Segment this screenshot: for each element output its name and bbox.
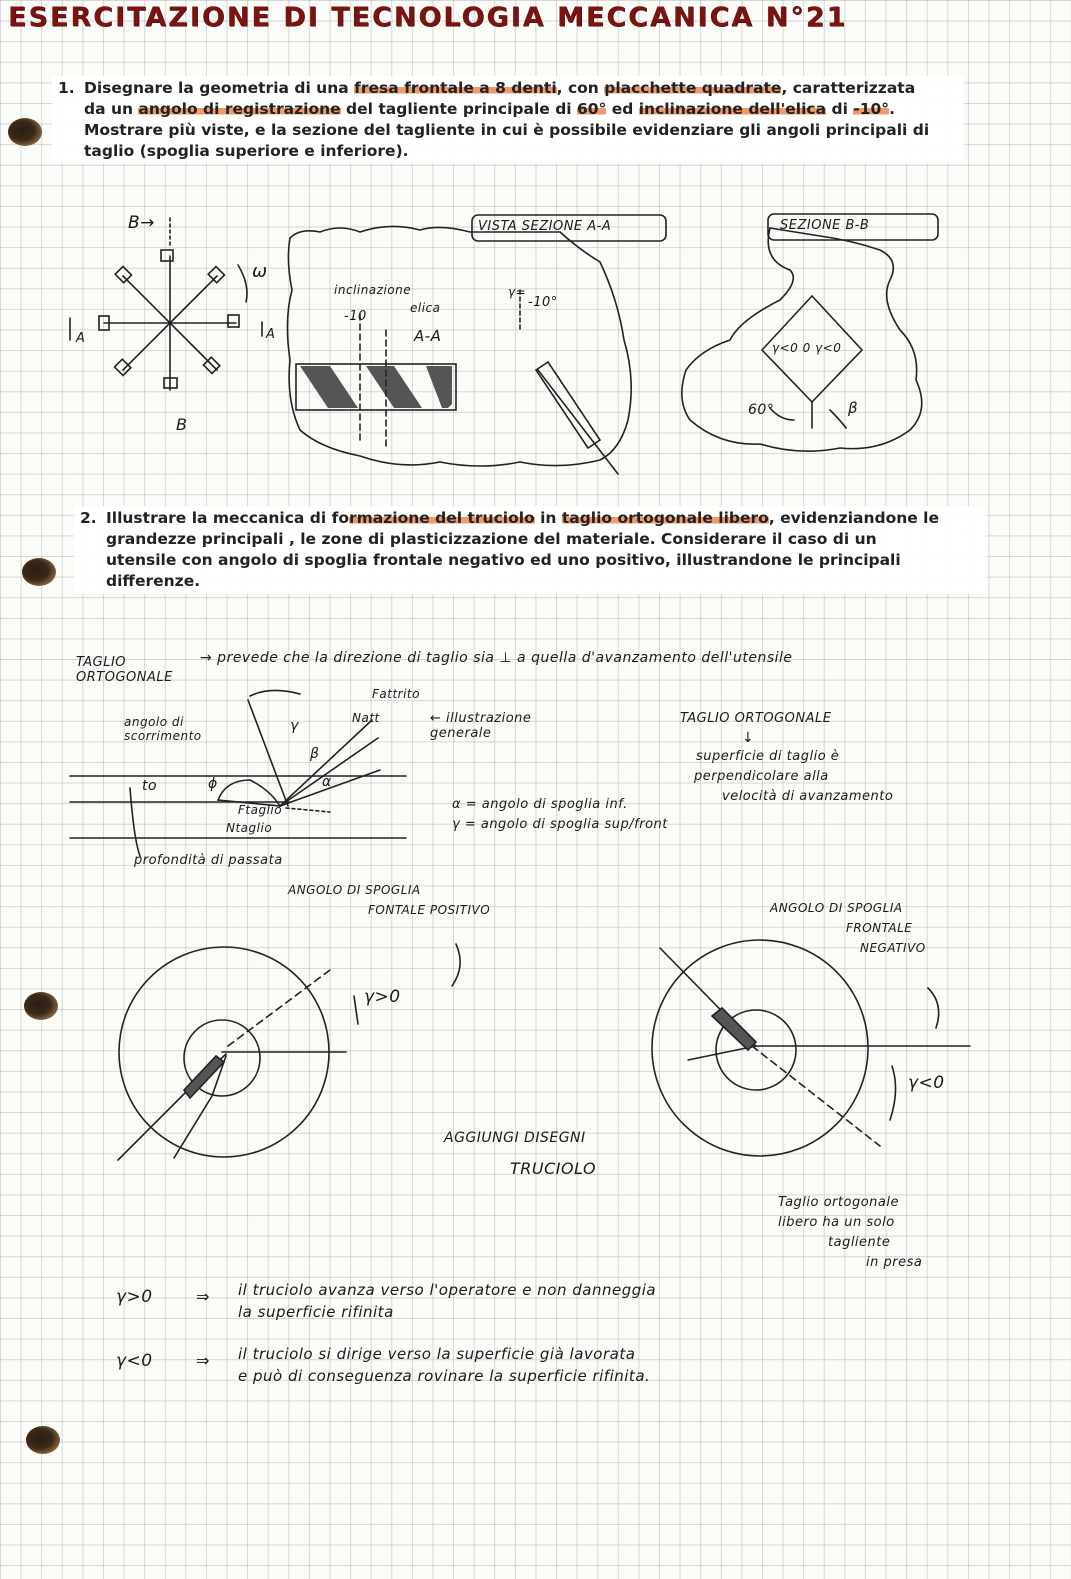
question-text: ed: [606, 100, 639, 118]
note-prevede: → prevede che la direzione di taglio sia ⊥ a quella d'avanzamento dell'utensile: [200, 650, 793, 666]
question-text: in: [534, 509, 562, 527]
positive-rake-title-1: ANGOLO DI SPOGLIA: [288, 883, 421, 897]
label-angolo-scorrimento: angolo di scorrimento: [124, 715, 202, 743]
question-text: Illustrare la meccanica di fo: [106, 509, 349, 527]
label-minus10: -10: [344, 309, 367, 324]
case-negative-line-1: il truciolo si dirige verso la superficie già lavorata: [238, 1345, 636, 1363]
label-ntaglio: Ntaglio: [226, 821, 273, 835]
negative-rake-title-3: NEGATIVO: [860, 941, 926, 955]
note-aggiungi: AGGIUNGI DISEGNI: [444, 1130, 586, 1146]
case-positive-line-1: il truciolo avanza verso l'operatore e non danneggia: [238, 1281, 657, 1299]
note-taglio-libero-2: libero ha un solo: [778, 1215, 895, 1230]
label-omega: ω: [252, 261, 268, 282]
question-text: del tagliente principale di: [340, 100, 577, 118]
label-aa: A-A: [414, 327, 442, 345]
case-positive-arrow: ⇒: [196, 1287, 210, 1306]
negative-rake-drawing: [652, 940, 970, 1156]
question-text: di: [826, 100, 854, 118]
label-gamma: γ: [290, 718, 299, 734]
label-a-left: A: [76, 331, 86, 346]
label-fattrito: Fattrito: [372, 687, 420, 701]
label-natt: Natt: [352, 711, 380, 725]
question-text: taglio (spoglia superiore e inferiore).: [84, 142, 409, 160]
note-superficie-1: superficie di taglio è: [696, 749, 840, 764]
vista-cloud: [287, 226, 631, 466]
question-text: .: [889, 100, 895, 118]
label-to: to: [142, 778, 158, 794]
highlight: -10°: [853, 100, 890, 118]
case-negative-symbol: γ<0: [116, 1351, 153, 1371]
highlight: rmazione del truciolo: [348, 509, 535, 527]
question-text: differenze.: [106, 572, 201, 590]
case-positive-symbol: γ>0: [116, 1287, 153, 1307]
question-text: da un: [84, 100, 139, 118]
label-beta: β: [848, 399, 859, 417]
label-gamma-neg: γ<0: [908, 1073, 945, 1093]
highlight: placchette quadrate: [604, 79, 782, 97]
taglio-ortogonale-heading: TAGLIO ORTOGONALE: [76, 655, 173, 685]
label-phi: ϕ: [208, 776, 218, 792]
question-text: utensile con angolo di spoglia frontale negativo ed uno positivo, illustrandone le principali: [106, 551, 901, 569]
case-positive-line-2: la superficie rifinita: [238, 1303, 394, 1321]
negative-rake-title-2: FRONTALE: [846, 921, 913, 935]
question-text: , evidenziandone le: [768, 509, 940, 527]
label-gamma-val: -10°: [528, 295, 558, 310]
note-gamma-def: γ = angolo di spoglia sup/front: [452, 817, 668, 832]
page-title: ESERCITAZIONE DI TECNOLOGIA MECCANICA N°21: [8, 2, 848, 33]
label-b-top: B→: [128, 213, 155, 233]
highlight: fresa frontale a 8 denti: [354, 79, 557, 97]
negative-rake-title-1: ANGOLO DI SPOGLIA: [770, 901, 903, 915]
label-elica: elica: [410, 301, 441, 315]
label-gamma-eq: γ=: [508, 285, 527, 299]
arrow-down: ↓: [742, 730, 755, 746]
question-text: grandezze principali , le zone di plasticizzazione del materiale. Considerare il caso di un: [106, 530, 877, 548]
label-sixty: 60°: [748, 402, 775, 418]
highlight: inclinazione dell'elica: [638, 100, 827, 118]
sezione-label: SEZIONE B-B: [780, 218, 870, 233]
label-profondita: profondità di passata: [134, 853, 283, 868]
case-negative-arrow: ⇒: [196, 1351, 210, 1370]
label-gamma-inside: γ<0 0 γ<0: [772, 341, 842, 355]
positive-rake-title-2: FONTALE POSITIVO: [368, 903, 491, 917]
note-alpha-def: α = angolo di spoglia inf.: [452, 797, 628, 812]
sezione-cloud: [682, 228, 922, 451]
positive-rake-drawing: [118, 944, 460, 1160]
highlight: taglio ortogonale libero: [561, 509, 769, 527]
label-gamma-pos: γ>0: [364, 987, 401, 1007]
label-b-bottom: B: [176, 415, 188, 434]
note-taglio-libero-1: Taglio ortogonale: [778, 1195, 899, 1210]
case-negative-line-2: e può di conseguenza rovinare la superficie rifinita.: [238, 1367, 651, 1385]
label-beta-2: β: [310, 746, 320, 762]
note-superficie-3: velocità di avanzamento: [722, 789, 894, 804]
question-number: 1.: [58, 79, 75, 97]
label-a-right: A: [266, 327, 276, 342]
label-alpha: α: [322, 774, 332, 790]
note-truciolo: TRUCIOLO: [510, 1159, 597, 1178]
note-superficie-2: perpendicolare alla: [694, 769, 829, 784]
question-text: , caratterizzata: [781, 79, 916, 97]
note-illustrazione: ← illustrazione generale: [430, 711, 532, 741]
taglio-ortogonale-heading-2: TAGLIO ORTOGONALE: [680, 711, 832, 726]
highlight: 60°: [577, 100, 607, 118]
question-text: , con: [556, 79, 605, 97]
question-number: 2.: [80, 509, 97, 527]
label-inclinazione: inclinazione: [334, 283, 412, 297]
question-text: Mostrare più viste, e la sezione del tagliente in cui è possibile evidenziare gli angoli principali di: [84, 121, 930, 139]
label-ftaglio: Ftaglio: [238, 803, 283, 817]
milling-cutter-drawing: [70, 218, 262, 390]
vista-label: VISTA SEZIONE A-A: [478, 219, 612, 234]
question-text: Disegnare la geometria di una: [84, 79, 355, 97]
note-taglio-libero-3: tagliente: [828, 1235, 891, 1250]
highlight: angolo di registrazione: [138, 100, 341, 118]
note-taglio-libero-4: in presa: [866, 1255, 923, 1270]
